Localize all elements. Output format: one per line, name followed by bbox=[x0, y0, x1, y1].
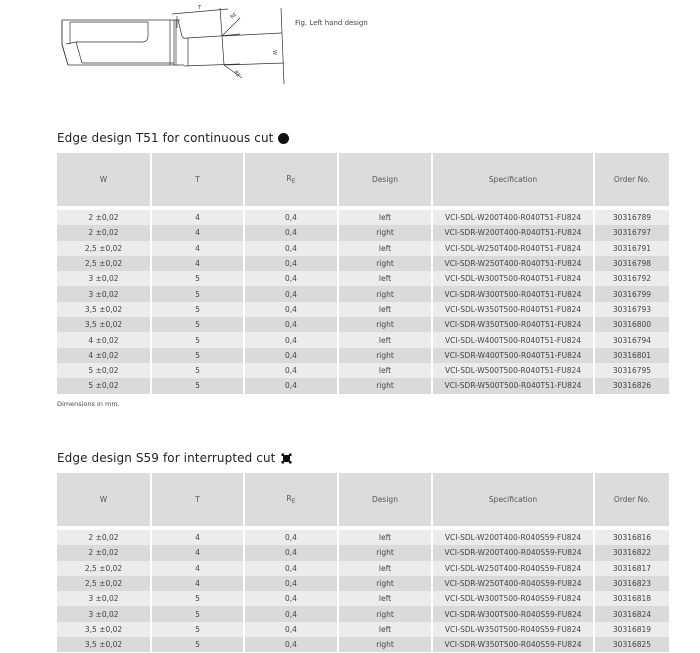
table-row bbox=[57, 241, 669, 256]
col-header-specification: Specification bbox=[433, 153, 595, 210]
cell-t: 4 bbox=[152, 225, 245, 240]
cell-specification: VCI-SDL-W350T500-R040S59-FU824 bbox=[433, 622, 595, 637]
cell-re: 0,4 bbox=[245, 256, 339, 271]
cell-t: 5 bbox=[152, 332, 245, 347]
cell-specification: VCI-SDL-W400T500-R040T51-FU824 bbox=[433, 332, 595, 347]
table-row bbox=[57, 348, 669, 363]
table-row bbox=[57, 545, 669, 560]
cell-design: right bbox=[339, 317, 433, 332]
cell-t: 5 bbox=[152, 317, 245, 332]
cell-design: right bbox=[339, 545, 433, 560]
cell-w: 5 ±0,02 bbox=[57, 378, 152, 393]
cell-w: 2,5 ±0,02 bbox=[57, 241, 152, 256]
cell-order-no: 30316825 bbox=[595, 637, 669, 652]
cell-order-no: 30316792 bbox=[595, 271, 669, 286]
cell-design: left bbox=[339, 363, 433, 378]
cell-re: 0,4 bbox=[245, 637, 339, 652]
cell-w: 3,5 ±0,02 bbox=[57, 317, 152, 332]
spec-table-t51 bbox=[57, 153, 669, 394]
col-header-design: Design bbox=[339, 473, 433, 530]
cell-design: left bbox=[339, 210, 433, 225]
table-row bbox=[57, 561, 669, 576]
table-row bbox=[57, 591, 669, 606]
cell-t: 5 bbox=[152, 591, 245, 606]
cell-order-no: 30316819 bbox=[595, 622, 669, 637]
cell-specification: VCI-SDL-W200T400-R040T51-FU824 bbox=[433, 210, 595, 225]
re-label: R bbox=[286, 174, 292, 183]
cell-t: 4 bbox=[152, 561, 245, 576]
section-title-t51 bbox=[57, 131, 289, 145]
cell-design: right bbox=[339, 286, 433, 301]
cell-re: 0,4 bbox=[245, 363, 339, 378]
cell-t: 5 bbox=[152, 378, 245, 393]
cell-order-no: 30316824 bbox=[595, 606, 669, 621]
dim-label-w: W bbox=[271, 50, 277, 55]
table-row bbox=[57, 286, 669, 301]
interrupted-cut-icon bbox=[281, 453, 292, 464]
cell-order-no: 30316818 bbox=[595, 591, 669, 606]
cell-re: 0,4 bbox=[245, 317, 339, 332]
cell-re: 0,4 bbox=[245, 576, 339, 591]
col-header-order-no: Order No. bbox=[595, 473, 669, 530]
cell-t: 5 bbox=[152, 271, 245, 286]
col-header-t: T bbox=[152, 473, 245, 530]
cell-w: 2 ±0,02 bbox=[57, 545, 152, 560]
cell-order-no: 30316823 bbox=[595, 576, 669, 591]
cell-t: 5 bbox=[152, 622, 245, 637]
cell-re: 0,4 bbox=[245, 606, 339, 621]
cell-re: 0,4 bbox=[245, 378, 339, 393]
cell-design: left bbox=[339, 271, 433, 286]
cell-order-no: 30316794 bbox=[595, 332, 669, 347]
cell-order-no: 30316797 bbox=[595, 225, 669, 240]
cell-w: 2,5 ±0,02 bbox=[57, 561, 152, 576]
cell-order-no: 30316798 bbox=[595, 256, 669, 271]
cell-design: left bbox=[339, 530, 433, 545]
cell-t: 4 bbox=[152, 530, 245, 545]
insert-technical-drawing bbox=[50, 0, 300, 90]
cell-specification: VCI-SDR-W400T500-R040T51-FU824 bbox=[433, 348, 595, 363]
cell-specification: VCI-SDR-W250T400-R040S59-FU824 bbox=[433, 576, 595, 591]
cell-t: 5 bbox=[152, 302, 245, 317]
cell-design: right bbox=[339, 256, 433, 271]
col-header-re bbox=[245, 153, 339, 210]
cell-re: 0,4 bbox=[245, 348, 339, 363]
cell-w: 3 ±0,02 bbox=[57, 271, 152, 286]
table-row bbox=[57, 576, 669, 591]
cell-design: right bbox=[339, 637, 433, 652]
cell-order-no: 30316800 bbox=[595, 317, 669, 332]
cell-w: 4 ±0,02 bbox=[57, 332, 152, 347]
spec-table-s59 bbox=[57, 473, 669, 652]
cell-order-no: 30316801 bbox=[595, 348, 669, 363]
cell-order-no: 30316817 bbox=[595, 561, 669, 576]
cell-w: 3 ±0,02 bbox=[57, 286, 152, 301]
cell-t: 5 bbox=[152, 637, 245, 652]
cell-design: right bbox=[339, 378, 433, 393]
cell-specification: VCI-SDR-W500T500-R040T51-FU824 bbox=[433, 378, 595, 393]
re-subscript: E bbox=[291, 498, 296, 505]
cell-order-no: 30316795 bbox=[595, 363, 669, 378]
cell-w: 2 ±0,02 bbox=[57, 210, 152, 225]
col-header-specification: Specification bbox=[433, 473, 595, 530]
cell-re: 0,4 bbox=[245, 622, 339, 637]
cell-design: right bbox=[339, 576, 433, 591]
section-title-s59 bbox=[57, 451, 292, 465]
cell-t: 5 bbox=[152, 286, 245, 301]
table-row bbox=[57, 637, 669, 652]
table-row bbox=[57, 530, 669, 545]
cell-specification: VCI-SDL-W200T400-R040S59-FU824 bbox=[433, 530, 595, 545]
cell-order-no: 30316816 bbox=[595, 530, 669, 545]
cell-re: 0,4 bbox=[245, 530, 339, 545]
cell-design: right bbox=[339, 606, 433, 621]
cell-design: left bbox=[339, 561, 433, 576]
cell-re: 0,4 bbox=[245, 271, 339, 286]
cell-re: 0,4 bbox=[245, 332, 339, 347]
col-header-t: T bbox=[152, 153, 245, 210]
cell-specification: VCI-SDR-W350T500-R040S59-FU824 bbox=[433, 637, 595, 652]
table-row bbox=[57, 271, 669, 286]
cell-re: 0,4 bbox=[245, 210, 339, 225]
cell-re: 0,4 bbox=[245, 561, 339, 576]
cell-order-no: 30316822 bbox=[595, 545, 669, 560]
cell-re: 0,4 bbox=[245, 241, 339, 256]
dim-label-re-bottom: RE bbox=[232, 69, 242, 79]
cell-w: 3 ±0,02 bbox=[57, 591, 152, 606]
table-row bbox=[57, 606, 669, 621]
cell-order-no: 30316791 bbox=[595, 241, 669, 256]
cell-specification: VCI-SDL-W350T500-R040T51-FU824 bbox=[433, 302, 595, 317]
cell-specification: VCI-SDR-W300T500-R040S59-FU824 bbox=[433, 606, 595, 621]
cell-specification: VCI-SDL-W500T500-R040T51-FU824 bbox=[433, 363, 595, 378]
cell-w: 3 ±0,02 bbox=[57, 606, 152, 621]
cell-re: 0,4 bbox=[245, 225, 339, 240]
col-header-design: Design bbox=[339, 153, 433, 210]
cell-specification: VCI-SDR-W200T400-R040S59-FU824 bbox=[433, 545, 595, 560]
cell-design: right bbox=[339, 348, 433, 363]
cell-order-no: 30316826 bbox=[595, 378, 669, 393]
cell-design: right bbox=[339, 225, 433, 240]
table-header-row bbox=[57, 153, 669, 210]
cell-t: 5 bbox=[152, 363, 245, 378]
cell-t: 4 bbox=[152, 210, 245, 225]
cell-re: 0,4 bbox=[245, 545, 339, 560]
section-title-text: Edge design S59 for interrupted cut bbox=[57, 451, 276, 465]
table-row bbox=[57, 302, 669, 317]
cell-order-no: 30316793 bbox=[595, 302, 669, 317]
table-header-row bbox=[57, 473, 669, 530]
cell-w: 4 ±0,02 bbox=[57, 348, 152, 363]
table-row bbox=[57, 332, 669, 347]
cell-t: 4 bbox=[152, 241, 245, 256]
cell-w: 5 ±0,02 bbox=[57, 363, 152, 378]
dim-label-re-top: RE bbox=[229, 11, 239, 21]
re-label: R bbox=[286, 494, 292, 503]
col-header-w: W bbox=[57, 153, 152, 210]
cell-re: 0,4 bbox=[245, 302, 339, 317]
dim-label-t: T bbox=[198, 5, 202, 11]
cell-t: 4 bbox=[152, 256, 245, 271]
cell-t: 5 bbox=[152, 606, 245, 621]
table-row bbox=[57, 363, 669, 378]
cell-specification: VCI-SDL-W300T500-R040T51-FU824 bbox=[433, 271, 595, 286]
cell-design: left bbox=[339, 302, 433, 317]
cell-w: 3,5 ±0,02 bbox=[57, 637, 152, 652]
cell-re: 0,4 bbox=[245, 286, 339, 301]
cell-design: left bbox=[339, 241, 433, 256]
cell-re: 0,4 bbox=[245, 591, 339, 606]
cell-order-no: 30316789 bbox=[595, 210, 669, 225]
cell-design: left bbox=[339, 622, 433, 637]
table-row bbox=[57, 317, 669, 332]
cell-w: 3,5 ±0,02 bbox=[57, 302, 152, 317]
cell-w: 2 ±0,02 bbox=[57, 530, 152, 545]
cell-design: left bbox=[339, 332, 433, 347]
cell-w: 3,5 ±0,02 bbox=[57, 622, 152, 637]
section-title-text: Edge design T51 for continuous cut bbox=[57, 131, 274, 145]
col-header-order-no: Order No. bbox=[595, 153, 669, 210]
col-header-w: W bbox=[57, 473, 152, 530]
table-row bbox=[57, 210, 669, 225]
table-row bbox=[57, 225, 669, 240]
re-subscript: E bbox=[291, 178, 296, 185]
cell-specification: VCI-SDL-W250T400-R040S59-FU824 bbox=[433, 561, 595, 576]
cell-w: 2,5 ±0,02 bbox=[57, 256, 152, 271]
cell-specification: VCI-SDR-W200T400-R040T51-FU824 bbox=[433, 225, 595, 240]
cell-specification: VCI-SDL-W300T500-R040S59-FU824 bbox=[433, 591, 595, 606]
cell-w: 2 ±0,02 bbox=[57, 225, 152, 240]
cell-t: 4 bbox=[152, 545, 245, 560]
cell-specification: VCI-SDR-W250T400-R040T51-FU824 bbox=[433, 256, 595, 271]
cell-t: 4 bbox=[152, 576, 245, 591]
cell-specification: VCI-SDR-W350T500-R040T51-FU824 bbox=[433, 317, 595, 332]
cell-order-no: 30316799 bbox=[595, 286, 669, 301]
cell-specification: VCI-SDL-W250T400-R040T51-FU824 bbox=[433, 241, 595, 256]
cell-specification: VCI-SDR-W300T500-R040T51-FU824 bbox=[433, 286, 595, 301]
cell-t: 5 bbox=[152, 348, 245, 363]
cell-w: 2,5 ±0,02 bbox=[57, 576, 152, 591]
filled-circle-icon bbox=[278, 133, 289, 144]
dimensions-footnote: Dimensions in mm. bbox=[57, 400, 120, 408]
table-row bbox=[57, 378, 669, 393]
col-header-re bbox=[245, 473, 339, 530]
table-row bbox=[57, 256, 669, 271]
figure-caption: Fig. Left hand design bbox=[295, 19, 368, 27]
table-row bbox=[57, 622, 669, 637]
cell-design: left bbox=[339, 591, 433, 606]
